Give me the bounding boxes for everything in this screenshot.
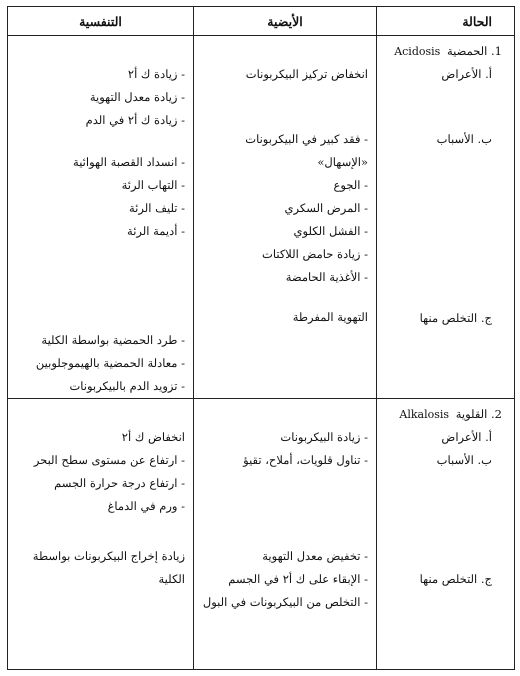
acidosis-respiratory-removal-2: - تزويد الدم بالبيكربونات (69, 379, 185, 393)
alkalosis-respiratory-cause-2: - ورم في الدماغ (107, 499, 185, 513)
acidosis-respiratory-symptom-0: - زيادة ك أ٢ (127, 67, 185, 81)
alkalosis-metabolic-removal-2: - التخلص من البيكربونات في البول (202, 595, 368, 609)
acidosis-respiratory-cause-0: - انسداد القصبة الهوائية (73, 155, 185, 169)
header-respiratory: التنفسية (8, 7, 194, 36)
acidosis-metabolic-cause-0: - فقد كبير في البيكربونات «الإسهال» (245, 132, 368, 169)
alkalosis-respiratory-removal: زيادة إخراج البيكربونات بواسطة الكلية (32, 549, 185, 586)
alkalosis-metabolic-cause: - تناول قلويات، أملاح، تقيؤ (243, 453, 368, 467)
acidosis-respiratory-cause-3: - أديمة الرئة (127, 224, 185, 238)
acidosis-metabolic-cause-5: - الأغذية الحامضة (285, 270, 368, 284)
acidosis-metabolic-removal: التهوية المفرطة (292, 310, 368, 324)
acidosis-metabolic-cause-4: - زيادة حامض اللاكتات (262, 247, 368, 261)
alkalosis-metabolic-symptom: - زيادة البيكربونات (280, 430, 368, 444)
acidosis-respiratory-symptom-1: - زيادة معدل التهوية (89, 90, 185, 104)
acid-base-table (7, 6, 514, 670)
acidosis-state-cell (377, 36, 515, 399)
acidosis-metabolic-cause-2: - المرض السكري (284, 201, 368, 215)
acidosis-metabolic-cell (194, 36, 377, 399)
header-state: الحالة (377, 7, 515, 36)
section-acidosis-row (8, 36, 515, 399)
alkalosis-number: 2. (491, 407, 502, 421)
acidosis-title-en: Acidosis (394, 45, 441, 58)
alkalosis-title (377, 399, 502, 426)
acidosis-removal-label: ج. التخلص منها (419, 311, 492, 325)
alkalosis-respiratory-cell (8, 399, 194, 670)
alkalosis-metabolic-cell (194, 399, 377, 670)
acidosis-causes-label: ب. الأسباب (436, 132, 492, 146)
alkalosis-metabolic-removal-0: - تخفيض معدل التهوية (262, 549, 368, 563)
acidosis-respiratory-cause-1: - التهاب الرئة (121, 178, 185, 192)
alkalosis-title-en: Alkalosis (399, 408, 450, 421)
header-row (8, 7, 515, 36)
section-alkalosis-row (8, 399, 515, 670)
acidosis-symptoms-label: أ. الأعراض (441, 67, 492, 81)
acidosis-respiratory-removal-1: - معادلة الحمضية بالهيموجلوبين (35, 356, 185, 370)
alkalosis-removal-label: ج. التخلص منها (419, 572, 492, 586)
acidosis-metabolic-cause-1: - الجوع (333, 178, 368, 192)
acidosis-respiratory-symptom-2: - زيادة ك أ٢ في الدم (85, 113, 185, 127)
acidosis-number: 1. (491, 44, 502, 58)
alkalosis-symptoms-label: أ. الأعراض (441, 430, 492, 444)
alkalosis-title-ar: القلوية (455, 407, 488, 421)
alkalosis-state-cell (377, 399, 515, 670)
acidosis-metabolic-symptom: انخفاض تركيز البيكربونات (245, 67, 368, 81)
acidosis-respiratory-cell (8, 36, 194, 399)
comparison-table (7, 6, 515, 670)
acidosis-respiratory-removal-0: - طرد الحمضية بواسطة الكلية (41, 333, 185, 347)
alkalosis-causes-label: ب. الأسباب (436, 453, 492, 467)
alkalosis-respiratory-cause-1: - ارتفاع درجة حرارة الجسم (54, 476, 185, 490)
acidosis-respiratory-cause-2: - تليف الرئة (129, 201, 185, 215)
acidosis-title (377, 36, 502, 63)
alkalosis-respiratory-symptom: انخفاض ك أ٢ (121, 430, 185, 444)
alkalosis-metabolic-removal-1: - الإبقاء على ك أ٢ في الجسم (228, 572, 368, 586)
acidosis-title-ar: الحمضية (446, 44, 488, 58)
acidosis-metabolic-cause-3: - الفشل الكلوي (293, 224, 368, 238)
alkalosis-respiratory-cause-0: - ارتفاع عن مستوى سطح البحر (33, 453, 185, 467)
header-metabolic: الأيضية (194, 7, 377, 36)
